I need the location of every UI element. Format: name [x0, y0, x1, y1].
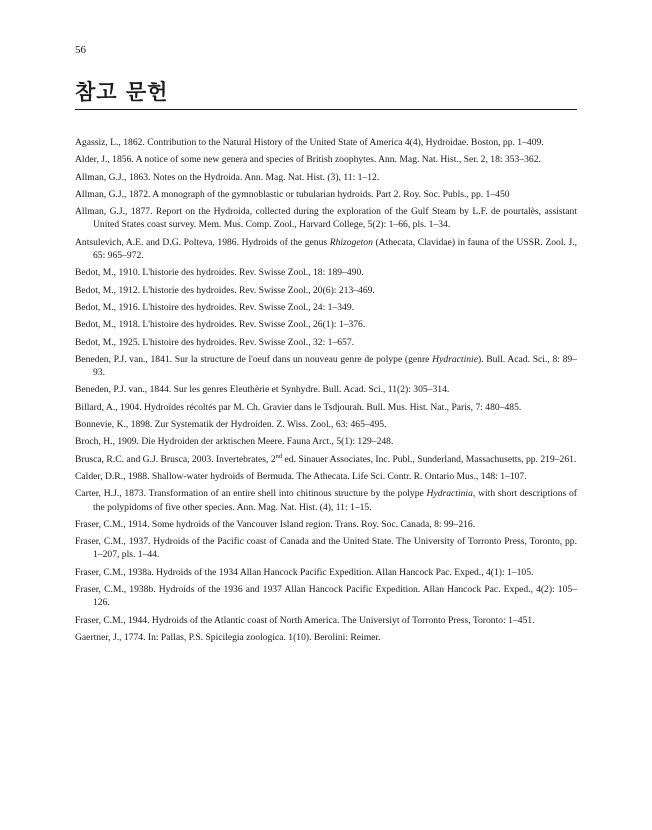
reference-italic-taxon: Hydractinie — [432, 353, 478, 365]
reference-entry — [75, 136, 577, 149]
reference-text: Allman, G.J., 1872. A monograph of the gymnoblastic or tubularian hydroids. Part 2. Roy. Soc. Publs., pp. 1–450 — [75, 188, 510, 200]
reference-text: Fraser, C.M., 1937. Hydroids of the Pacific coast of Canada and the United State. The University of Torronto Press, Toronto, pp. 1–207, pls. 1–44. — [75, 536, 577, 561]
reference-entry — [75, 487, 577, 514]
reference-text: Broch, H., 1909. Die Hydroiden der arktischen Meere. Fauna Arct., 5(1): 129–248. — [75, 436, 394, 448]
reference-entry — [75, 401, 577, 414]
reference-entry — [75, 153, 577, 166]
reference-entry — [75, 353, 577, 380]
reference-entry — [75, 631, 577, 644]
reference-entry — [75, 614, 577, 627]
reference-entry — [75, 301, 577, 314]
reference-entry — [75, 535, 577, 562]
reference-italic-taxon: Rhizogeton — [329, 236, 373, 248]
reference-entry — [75, 566, 577, 579]
reference-text: , with short descriptions of the polypidoms of five other species. Ann. Mag. Nat. Hist. (4), 11: 1–15. — [93, 488, 577, 513]
reference-text: Beneden, P.J. van., 1841. Sur la structure de l'oeuf dans un nouveau genre de polype (genre — [75, 353, 433, 365]
reference-text: (Athecata, Clavidae) in fauna of the USSR. Zool. J., 65: 965–972. — [93, 236, 577, 262]
reference-text: Bedot, M., 1910. L'historie des hydroides. Rev. Swisse Zool., 18: 189–490. — [75, 267, 364, 279]
reference-text: Bedot, M., 1925. L'histoire des hydroides. Rev. Swisse Zool., 32: 1–657. — [75, 336, 355, 348]
reference-entry — [75, 470, 577, 483]
reference-superscript: nd — [275, 452, 283, 460]
reference-text: Brusca, R.C. and G.J. Brusca, 2003. Invertebrates, 2 — [75, 453, 276, 465]
reference-entry — [75, 418, 577, 431]
reference-text: Agassiz, L., 1862. Contribution to the Natural History of the United State of America 4(4), Hydroidae. Boston, pp. 1–409. — [75, 137, 544, 148]
reference-entry — [75, 383, 577, 396]
reference-text: Bonnevie, K., 1898. Zur Systematik der Hydroiden. Z. Wiss. Zool., 63: 465–495. — [75, 419, 387, 431]
reference-entry — [75, 188, 577, 201]
reference-text: Fraser, C.M., 1938a. Hydroids of the 1934 Allan Hancock Pacific Expedition. Allan Hancock Pac. Exped., 4(1): 1–105. — [75, 566, 534, 578]
reference-text: ). Bull. Acad. Sci., 8: 89–93. — [93, 353, 577, 379]
reference-text: Antsulevich, A.E. and D.G. Polteva, 1986. Hydroids of the genus — [75, 236, 330, 248]
reference-text: Billard, A., 1904. Hydroïdes récoltés par M. Ch. Gravier dans le Tsdjourah. Bull. Mus. Hist. Nat., Paris, 7: 480–485. — [75, 401, 522, 413]
reference-entry — [75, 266, 577, 279]
reference-text: ed. Sinauer Associates, Inc. Publ., Sunderland, Massachusetts, pp. 219–261. — [282, 453, 577, 465]
reference-entry — [75, 518, 577, 531]
reference-entry — [75, 205, 577, 232]
reference-text: Allman, G.J., 1877. Report on the Hydroida, collected during the exploration of the Gulf Steam by L.F. de pourtalès, assistant United States coast survey. Mem. Mus. Comp. Zool., Harvard College, 5(2): 1–66, pls. 1–34. — [75, 206, 577, 231]
reference-italic-taxon: Hydractinia — [426, 488, 473, 500]
reference-list — [75, 136, 577, 648]
reference-text: Allman, G.J., 1863. Notes on the Hydroida. Ann. Mag. Nat. Hist. (3), 11: 1–12. — [75, 171, 380, 183]
reference-entry — [75, 171, 577, 184]
reference-entry — [75, 236, 577, 263]
reference-text: Fraser, C.M., 1938b. Hydroids of the 1936 and 1937 Allan Hancock Pacific Expedition. Allan Hancock Pac. Exped., 4(2): 105–126. — [75, 584, 577, 609]
reference-entry — [75, 336, 577, 349]
reference-text: Gaertner, J., 1774. In: Pallas, P.S. Spicilegia zoologica. 1(10). Berolini: Reimer. — [75, 631, 381, 643]
reference-entry — [75, 318, 577, 331]
reference-text: Fraser, C.M., 1944. Hydroids of the Atlantic coast of North America. The Universiyt of Torronto Press, Toronto: 1–451. — [75, 614, 535, 626]
reference-text: Fraser, C.M., 1914. Some hydroids of the Vancouver Island region. Trans. Roy. Soc. Canada, 8: 99–216. — [75, 518, 476, 530]
reference-text: Calder, D.R., 1988. Shallow-water hydroids of Bermuda. The Athecata. Life Sci. Contr. R. Ontario Mus., 148: 1–107. — [75, 470, 527, 482]
reference-text: Bedot, M., 1916. L'histoire des hydroides. Rev. Swisse Zool., 24: 1–349. — [75, 301, 355, 313]
page-number: 56 — [75, 44, 86, 56]
reference-text: Alder, J., 1856. A notice of some new genera and species of British zoophytes. Ann. Mag. Nat. Hist., Ser. 2, 18: 353–362. — [75, 154, 541, 166]
reference-entry — [75, 453, 577, 466]
reference-text: Carter, H.J., 1873. Transformation of an entire shell into chitinous structure by the polype — [75, 488, 427, 500]
reference-text: Bedot, M., 1912. L'historie des hydroides. Rev. Swisse Zool., 20(6): 213–469. — [75, 284, 375, 296]
section-heading: 참고 문헌 — [75, 76, 577, 110]
reference-text: Beneden, P.J. van., 1844. Sur les genres Eleuthèrie et Synhydre. Bull. Acad. Sci., 11(2): 305–314. — [75, 384, 450, 396]
reference-entry — [75, 435, 577, 448]
reference-text: Bedot, M., 1918. L'histoire des hydroides. Rev. Swisse Zool., 26(1): 1–376. — [75, 319, 366, 331]
reference-entry — [75, 284, 577, 297]
reference-entry — [75, 583, 577, 610]
